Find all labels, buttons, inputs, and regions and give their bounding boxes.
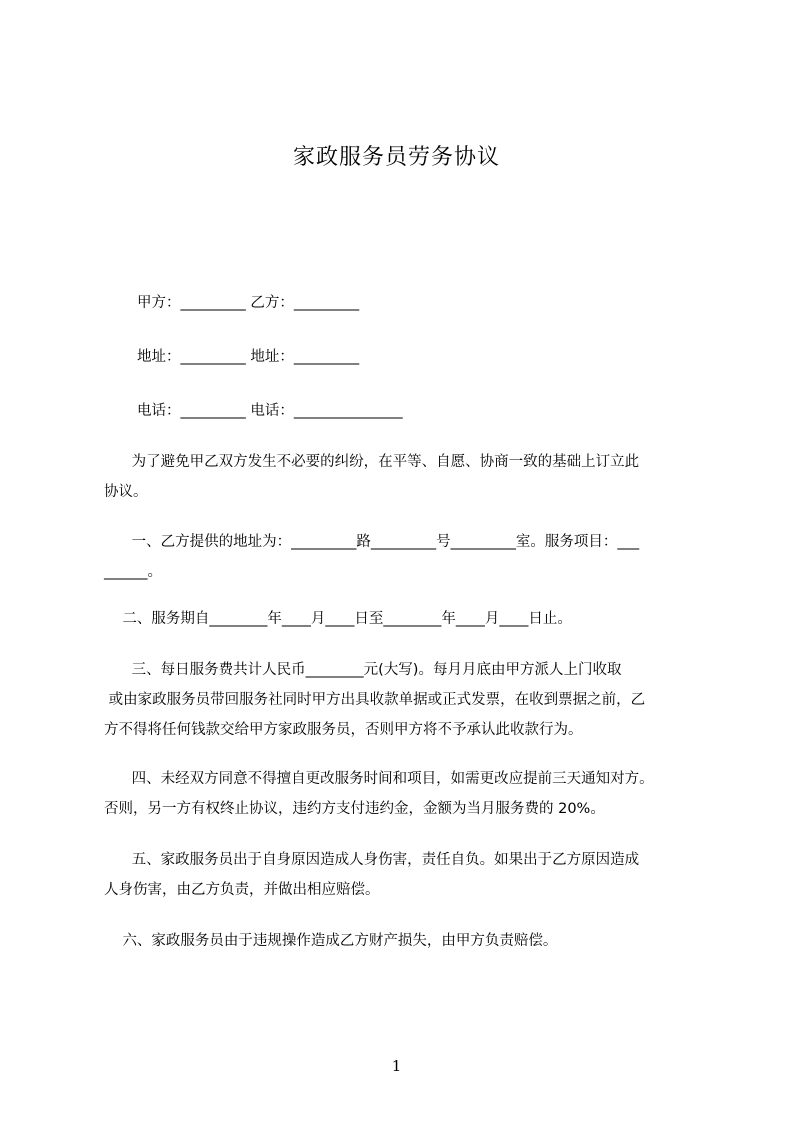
clause-2-service-period: 二、服务期自________年____月____日至________年____月____日止。 [104,611,572,627]
party-address-line: 地址：_________ 地址：_________ [137,349,360,365]
party-phone-line: 电话：_________ 电话：_______________ [137,403,403,419]
document-title: 家政服务员劳务协议 [292,145,500,170]
clause-6-property-damage: 六、家政服务员由于违规操作造成乙方财产损失，由甲方负责赔偿。 [104,933,558,949]
clause-4-changes-termination: 四、未经双方同意不得擅自更改服务时间和项目，如需更改应提前三天通知对方。 否则，另一方有权终止协议，违约方支付违约金，金额为当月服务费的 20%。 [104,771,654,817]
party-name-line: 甲方：_________ 乙方：_________ [137,295,360,311]
page-number: 1 [391,1057,402,1075]
clause-1-address-service: 一、乙方提供的地址为：_________路_________号_________室。服务项目：___ ______。 [104,534,640,580]
preamble-paragraph: 为了避免甲乙双方发生不必要的纠纷，在平等、自愿、协商一致的基础上订立此 协议。 [104,454,640,500]
clause-3-service-fee: 三、每日服务费共计人民币________元(大写)。每月月底由甲方派人上门收取 或由家政服务员带回服务社同时甲方出具收款单据或正式发票，在收到票据之前，乙 方不得将任何钱款交给甲方家政服务员，否则甲方将不予承认此收款行为。 [104,662,646,738]
clause-5-personal-injury: 五、家政服务员出于自身原因造成人身伤害，责任自负。如果出于乙方原因造成 人身伤害，由乙方负责，并做出相应赔偿。 [104,852,640,898]
